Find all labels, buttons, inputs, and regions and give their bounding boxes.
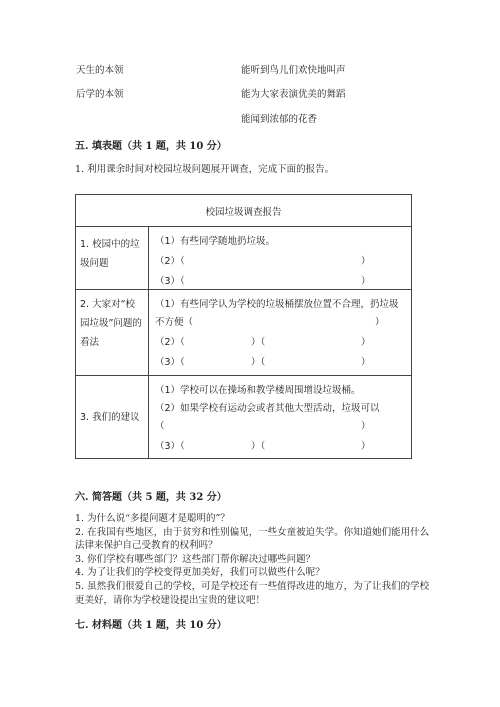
- question-item: 2. 在我国有些地区，由于贫穷和性别偏见，一些女童被迫失学。你知道她们能用什么法律来保护自己受教育的权利吗？: [75, 526, 430, 552]
- row2-line4-mid[interactable]: ）（: [251, 357, 266, 368]
- row1-line2[interactable]: （2）（: [155, 256, 185, 267]
- row2-line1: （1）有些同学认为学校的垃圾桶摆放位置不合理，扔垃圾: [155, 299, 399, 310]
- question-list: [75, 512, 435, 607]
- match-left-2: 后学的本领: [76, 89, 124, 100]
- question-item: 1. 为什么说“多提问题才是聪明的”？: [75, 513, 230, 524]
- row3-line3[interactable]: （: [155, 421, 165, 432]
- row1-line2-close: ）: [361, 256, 371, 267]
- row2-line3-close: ）: [361, 337, 371, 348]
- match-right-3: 能闻到浓郁的花香: [241, 114, 318, 125]
- survey-row-label: 3. 我们的建议: [76, 376, 149, 459]
- survey-table: [75, 194, 412, 459]
- row2-line3[interactable]: （2）（: [155, 337, 185, 348]
- survey-row-label: 2. 大家对“校园垃圾”问题的看法: [76, 290, 149, 376]
- survey-row-label: 1. 校园中的垃圾问题: [76, 227, 149, 290]
- row1-line3[interactable]: （3）（: [155, 276, 185, 287]
- survey-table-title: 校园垃圾调查报告: [76, 195, 412, 227]
- row3-line4-close: ）: [361, 441, 371, 452]
- survey-row-content: [149, 376, 412, 459]
- match-left-1: 天生的本领: [76, 65, 124, 76]
- section6-heading: 六. 简答题（共 5 题，共 32 分）: [75, 492, 227, 503]
- section7-heading: 七. 材料题（共 1 题，共 10 分）: [75, 620, 227, 631]
- row2-line4-close: ）: [361, 357, 371, 368]
- survey-row-content: [149, 227, 412, 290]
- row3-line4[interactable]: （3）（: [155, 441, 185, 452]
- row3-line4-mid[interactable]: ）（: [251, 441, 266, 452]
- survey-row-content: [149, 290, 412, 376]
- question-item: 4. 为了让我们的学校变得更加美好，我们可以做些什么呢？: [75, 567, 325, 579]
- question-item: 5. 虽然我们很爱自己的学校，可是学校还有一些值得改进的地方，为了让我们的学校更美好，请你为学校建设提出宝贵的建议吧！: [75, 580, 430, 606]
- row1-line1: （1）有些同学随地扔垃圾。: [155, 236, 276, 247]
- row3-line3-close: ）: [361, 421, 371, 432]
- section5-question: 1. 利用课余时间对校园垃圾问题展开调查，完成下面的报告。: [75, 164, 335, 175]
- match-right-1: 能听到鸟儿们欢快地叫声: [241, 65, 346, 76]
- row3-line1: （1）学校可以在操场和教学楼周围增设垃圾桶。: [155, 385, 361, 396]
- question-item: 3. 你们学校有哪些部门？这些部门帮你解决过哪些问题？: [75, 553, 316, 565]
- row1-line3-close: ）: [361, 276, 371, 287]
- row2-line4[interactable]: （3）（: [155, 357, 185, 368]
- row2-line2-close: ）: [375, 317, 385, 328]
- row3-line2: （2）如果学校有运动会或者其他大型活动，垃圾可以: [155, 403, 380, 414]
- section5-heading: 五. 填表题（共 1 题，共 10 分）: [75, 141, 227, 152]
- row2-line2[interactable]: 不方便（: [155, 317, 194, 328]
- match-right-2: 能为大家表演优美的舞蹈: [241, 89, 346, 100]
- row2-line3-mid[interactable]: ）（: [251, 337, 266, 348]
